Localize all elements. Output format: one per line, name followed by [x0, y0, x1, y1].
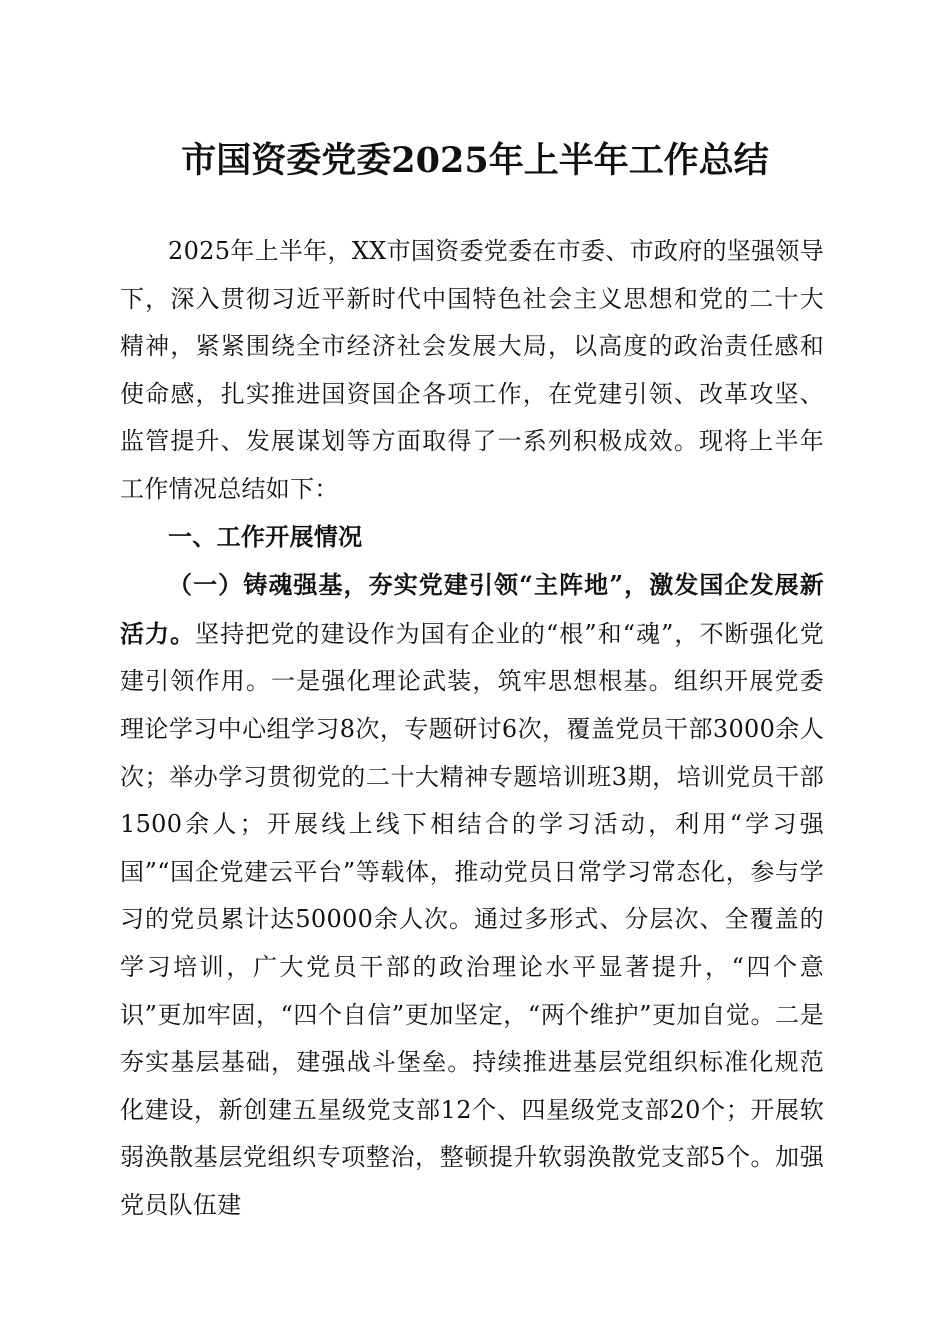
intro-paragraph: 2025年上半年，XX市国资委党委在市委、市政府的坚强领导下，深入贯彻习近平新时代中国特色社会主义思想和党的二十大精神，紧紧围绕全市经济社会发展大局，以高度的政治责任感和使命感，扎实推进国资国企各项工作，在党建引领、改革攻坚、监管提升、发展谋划等方面取得了一系列积极成效。现将上半年工作情况总结如下： [120, 237, 824, 503]
subsection-lead: （一）铸魂强基，夯实党建引领“主阵地”，激发国企发展新活力。 [120, 570, 824, 648]
document-body [120, 228, 824, 1229]
subsection-body: 坚持把党的建设作为国有企业的“根”和“魂”，不断强化党建引领作用。一是强化理论武装，筑牢思想根基。组织开展党委理论学习中心组学习8次，专题研讨6次，覆盖党员干部3000余人次；举办学习贯彻党的二十大精神专题培训班3期，培训党员干部1500余人；开展线上线下相结合的学习活动，利用“学习强国”“国企党建云平台”等载体，推动党员日常学习常态化，参与学习的党员累计达50000余人次。通过多形式、分层次、全覆盖的学习培训，广大党员干部的政治理论水平显著提升，“四个意识”更加牢固，“四个自信”更加坚定，“两个维护”更加自觉。二是夯实基层基础，建强战斗堡垒。持续推进基层党组织标准化规范化建设，新创建五星级党支部12个、四星级党支部20个；开展软弱涣散基层党组织专项整治，整顿提升软弱涣散党支部5个。加强党员队伍建 [120, 619, 824, 1219]
subsection-paragraph [120, 561, 824, 1229]
document-title: 市国资委党委2025年上半年工作总结 [181, 140, 769, 181]
section-heading: 一、工作开展情况 [168, 522, 363, 551]
